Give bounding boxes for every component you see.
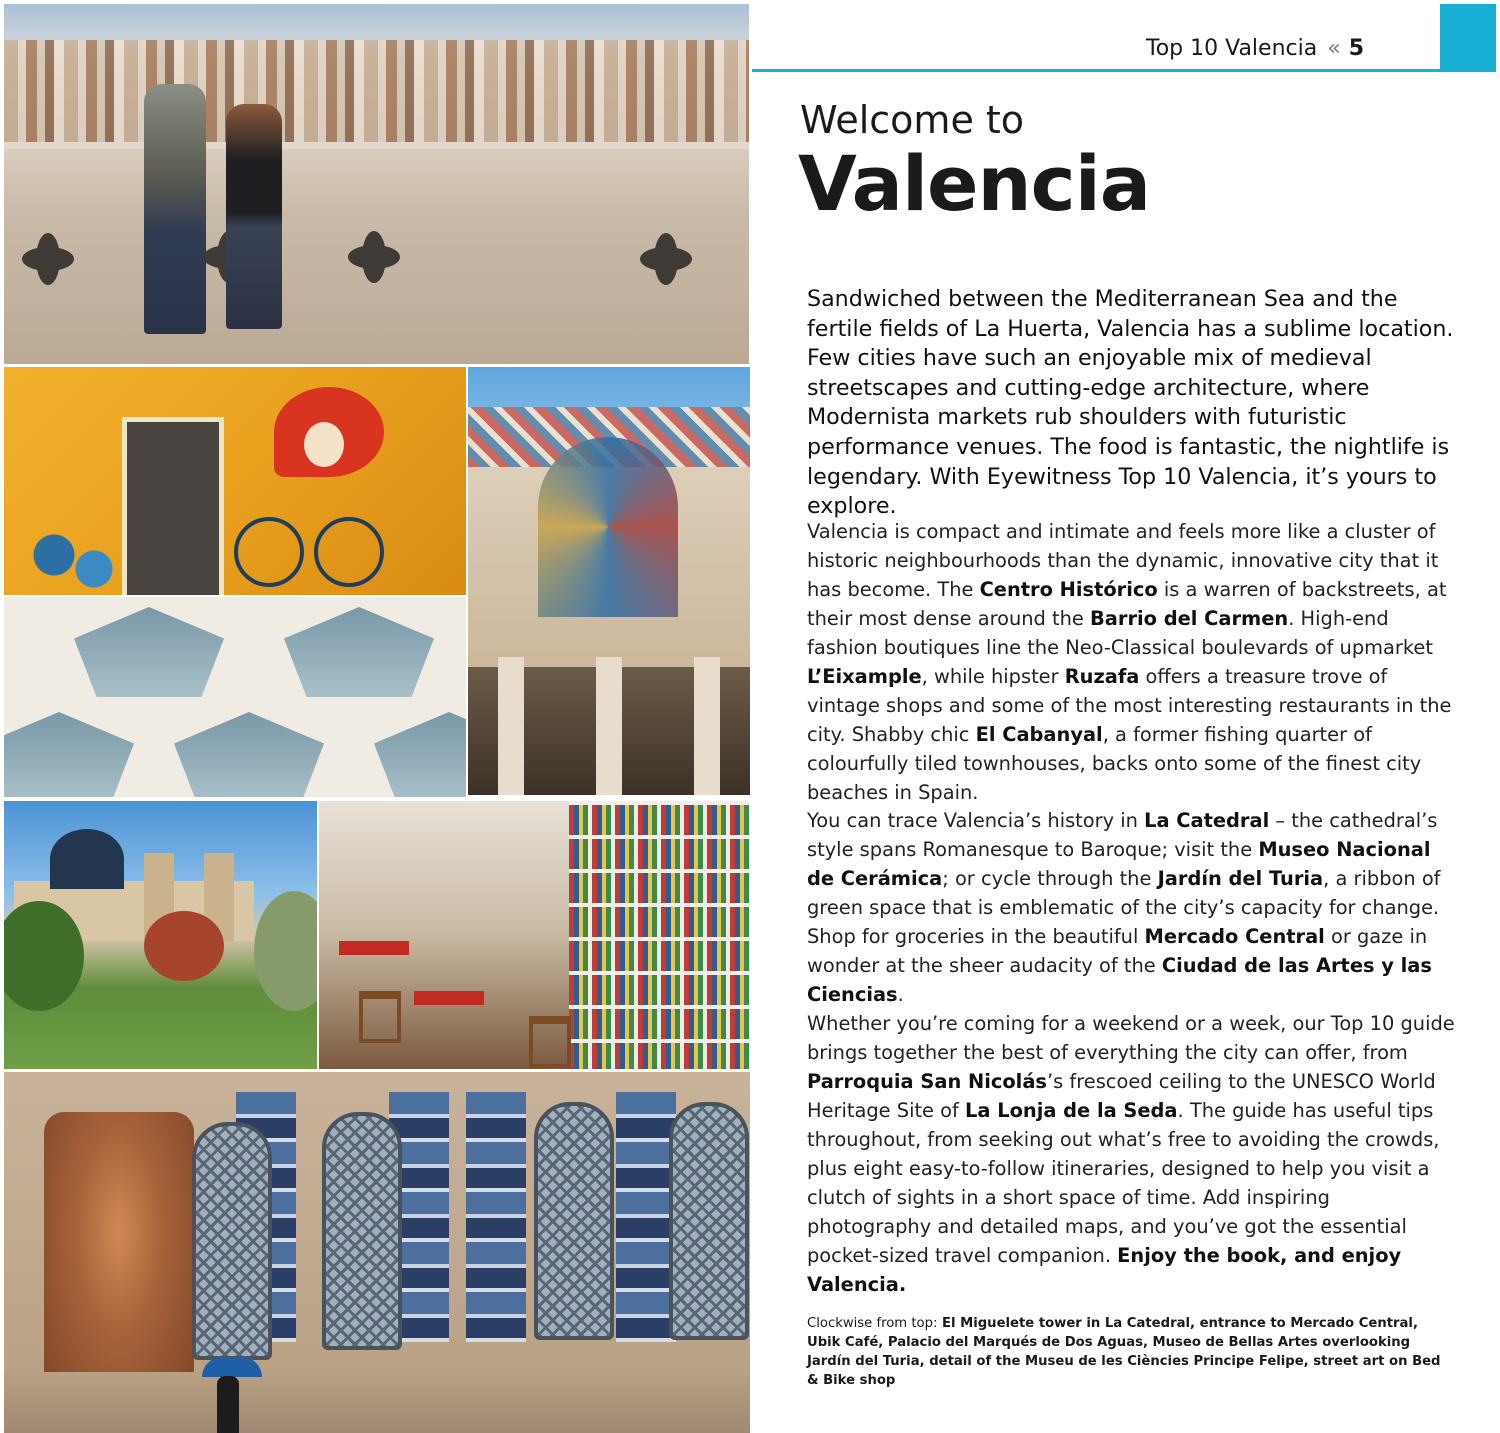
chevron-left-icon: « (1327, 36, 1341, 61)
photo-museo-bellas-artes-jardin-del-turia (4, 801, 317, 1069)
photo-ubik-cafe (319, 801, 750, 1069)
section-tab (1440, 4, 1496, 72)
body-paragraph-1: Valencia is compact and intimate and feels more like a cluster of historic neighbourhoods than the dynamic, innovative city that it has become. The Centro Histórico is a warren of backstreets, at their most dense around the Barrio del Carmen. High-end fashion boutiques line the Neo-Classical boulevards of upmarket L’Eixample, while hipster Ruzafa offers a treasure trove of vintage shops and some of the most interesting restaurants in the city. Shabby chic El Cabanyal, a former fishing quarter of colourfully tiled townhouses, backs onto some of the finest city beaches in Spain. (807, 520, 1452, 804)
photo-el-miguelete-tower-view (4, 4, 749, 364)
lead-paragraph: Sandwiched between the Mediterranean Sea and the fertile fields of La Huerta, Valencia has a sublime location. Few cities have such an enjoyable mix of medieval streetscapes and cutting-edge architecture, where Modernista markets rub shoulders with futuristic performance venues. The food is fantastic, the nightlife is legendary. With Eyewitness Top 10 Valencia, it’s yours to explore. (807, 286, 1454, 520)
tourist-man (144, 84, 206, 334)
photo-street-art-bed-and-bike (4, 367, 466, 595)
photo-mercado-central-entrance (468, 367, 750, 795)
running-head-title: Top 10 Valencia (1146, 36, 1318, 61)
page-number: 5 (1348, 36, 1364, 61)
tourist-woman (226, 104, 282, 329)
photo-palacio-marques-de-dos-aguas (4, 1072, 750, 1433)
photo-museu-de-les-ciencies (4, 597, 466, 797)
umbrella (202, 1357, 262, 1377)
title-valencia: Valencia (798, 139, 1151, 228)
title-welcome: Welcome to (800, 98, 1025, 142)
body-paragraph-2: You can trace Valencia’s history in La Catedral – the cathedral’s style spans Romanesque to Baroque; visit the Museo Nacional de Cerámica; or cycle through the Jardín del Turia, a ribbon of green space that is emblematic of the city’s capacity for change. Shop for groceries in the beautiful Mercado Central or gaze in wonder at the sheer audacity of the Ciudad de las Artes y las Ciencias. (807, 809, 1441, 1006)
header-rule (752, 69, 1442, 72)
body-paragraph-3: Whether you’re coming for a weekend or a week, our Top 10 guide brings together the best of everything the city can offer, from Parroquia San Nicolás’s frescoed ceiling to the UNESCO World Heritage Site of La Lonja de la Seda. The guide has useful tips throughout, from seeking out what’s free to avoiding the crowds, plus eight easy-to-follow itineraries, designed to help you visit a clutch of sights in a short space of time. Add inspiring photography and detailed maps, and you’ve got the essential pocket-sized travel companion. Enjoy the book, and enjoy Valencia. (807, 1012, 1455, 1296)
photo-caption: Clockwise from top: El Miguelete tower in La Catedral, entrance to Mercado Central, Ubik Café, Palacio del Marqués de Dos Aguas, Museo de Bellas Artes overlooking Jardín del Turia, detail of the Museu de les Ciències Principe Felipe, street art on Bed & Bike shop (807, 1316, 1441, 1388)
running-head (1146, 36, 1364, 61)
